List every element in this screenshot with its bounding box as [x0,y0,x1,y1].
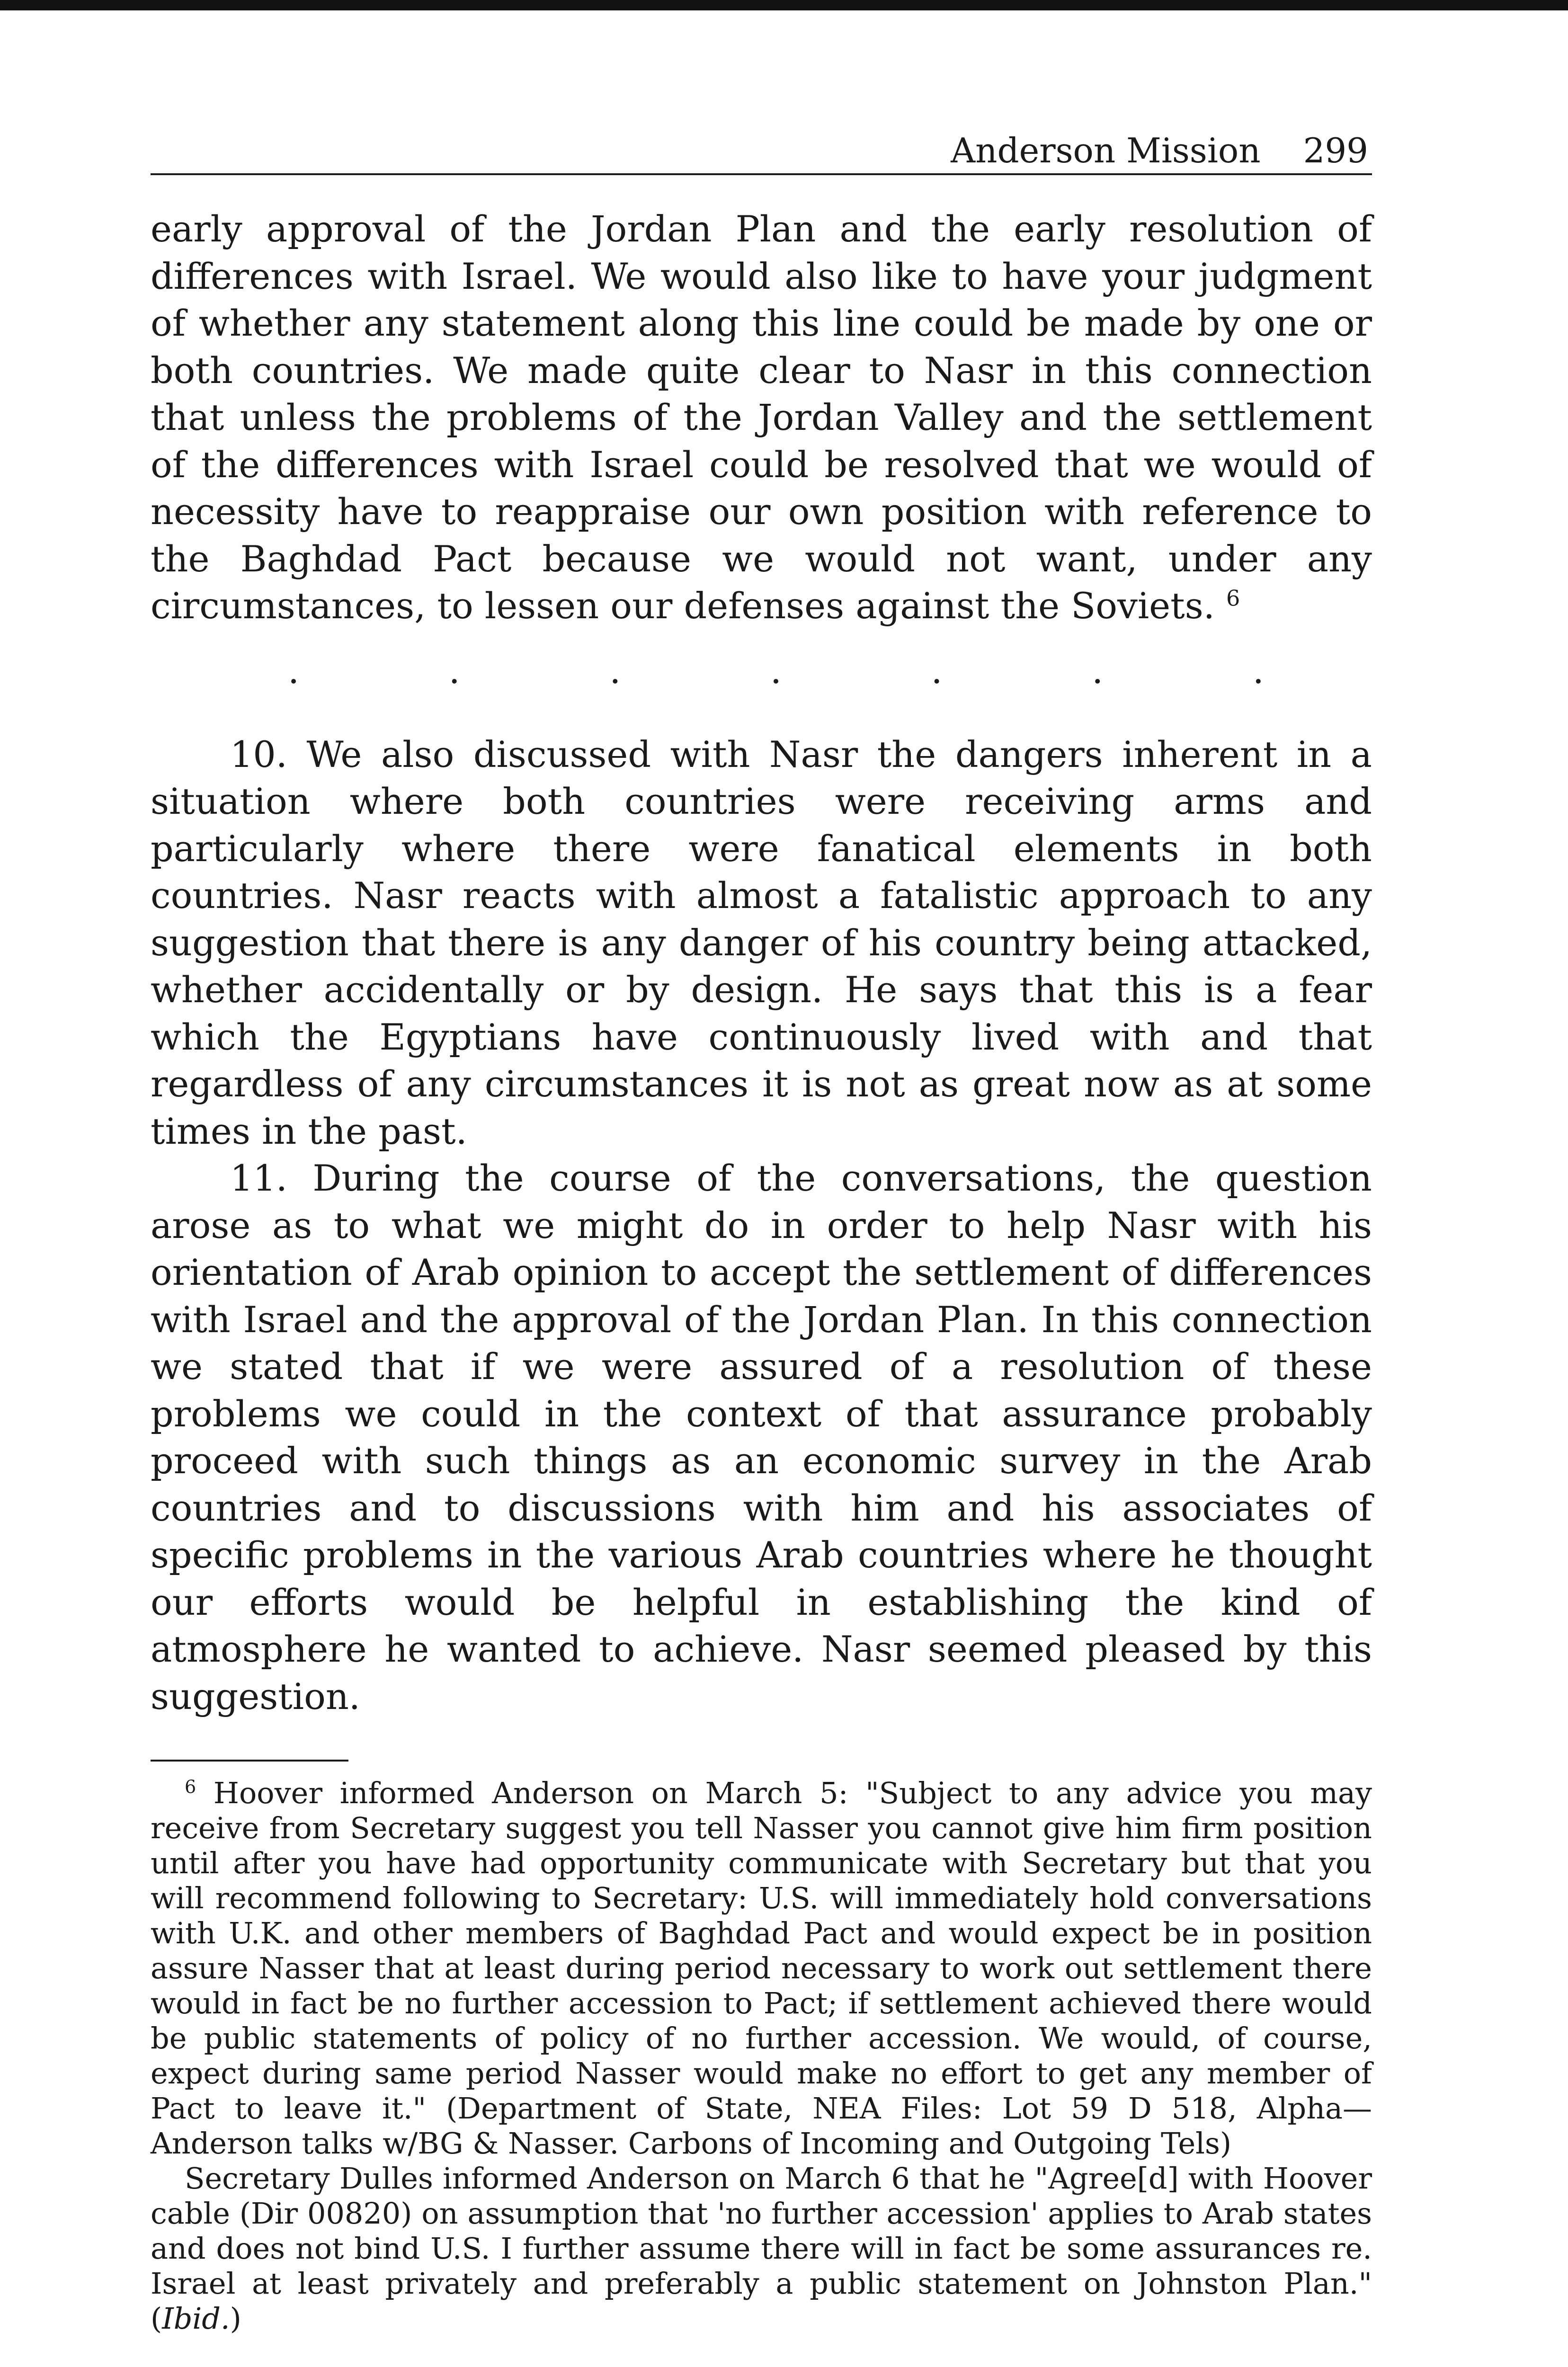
ellipsis-dot: . [448,649,460,692]
footnote-reference-6: 6 [1226,585,1240,611]
running-head-title: Anderson Mission [951,131,1261,170]
document-page [151,128,1372,2336]
paragraph-10: 10. We also discussed with Nasr the dangers inherent in a situation where both countries were receiving arms and particularly where there were fanatical elements in both countries. Nasr reacts with almost a fatalistic approach to any suggestion that there is any danger of his country being attacked, whether accidentally or by design. He says that this is a fear which the Egyptians have continuously lived with and that regardless of any circumstances it is not as great now as at some times in the past. [151,733,1372,1152]
footnote-6 [151,1776,1372,2161]
body-text-top [151,205,1372,630]
page-top-border [0,0,1568,10]
ellipsis-dot: . [770,649,782,692]
footnote-separator [151,1760,348,1762]
footnote-6-continuation-text: Secretary Dulles informed Anderson on March 6 that he "Agree[d] with Hoover cable (Dir 00820) on assumption that 'no further accession' applies to Arab states and does not bind U.S. I further assume there will in fact be some assurances re. Israel at least privately and preferably a public statement on Johnston Plan." ( [151,2161,1372,2336]
running-head [151,128,1372,175]
ellipsis-dot: . [609,649,621,692]
paragraph-continued [151,205,1372,630]
ellipsis-dot: . [288,649,300,692]
page-number: 299 [1303,131,1368,170]
footnote-6-marker: 6 [185,1776,196,1797]
paragraph-11: 11. During the course of the conversations, the question arose as to what we might do in order to help Nasr with his orientation of Arab opinion to accept the settlement of differences with Israel and the approval of the Jordan Plan. In this connection we stated that if we were assured of a resolution of these problems we could in the context of that assurance probably proceed with such things as an economic survey in the Arab countries and to discussions with him and his associates of specific problems in the various Arab countries where he thought our efforts would be helpful in establishing the kind of atmosphere he wanted to achieve. Nasr seemed pleased by this suggestion. [151,1157,1372,1717]
footnote-6-text: Hoover informed Anderson on March 5: "Subject to any advice you may receive from Secretary suggest you tell Nasser you cannot give him firm position until after you have had opportunity communicate with Secretary but that you will recommend following to Secretary: U.S. will immediately hold conversations with U.K. and other members of Baghdad Pact and would expect be in position assure Nasser that at least during period necessary to work out settlement there would in fact be no further accession to Pact; if settlement achieved there would be public statements of policy of no further accession. We would, of course, expect during same period Nasser would make no effort to get any member of Pact to leave it." (Department of State, NEA Files: Lot 59 D 518, Alpha—Anderson talks w/BG & Nasser. Carbons of Incoming and Outgoing Tels) [151,1776,1372,2161]
body-text-main [151,731,1372,1720]
ellipsis-row [151,650,1372,692]
ellipsis-dot: . [1092,649,1104,692]
footnote-6-close: ) [230,2301,241,2336]
footnote-6-ibid: Ibid. [162,2301,230,2336]
paragraph-continued-text: early approval of the Jordan Plan and the early resolution of differences with Israel. We would also like to have your judgment of whether any statement along this line could be made by one or both countries. We made quite clear to Nasr in this connection that unless the problems of the Jordan Valley and the settlement of the differences with Israel could be resolved that we would of necessity have to reappraise our own position with reference to the Baghdad Pact because we would not want, under any circumstances, to lessen our defenses against the Soviets. [151,208,1372,627]
ellipsis-dot: . [931,649,943,692]
ellipsis-dot: . [1252,649,1264,692]
footnote-6-continuation [151,2161,1372,2336]
footnotes [151,1776,1372,2336]
